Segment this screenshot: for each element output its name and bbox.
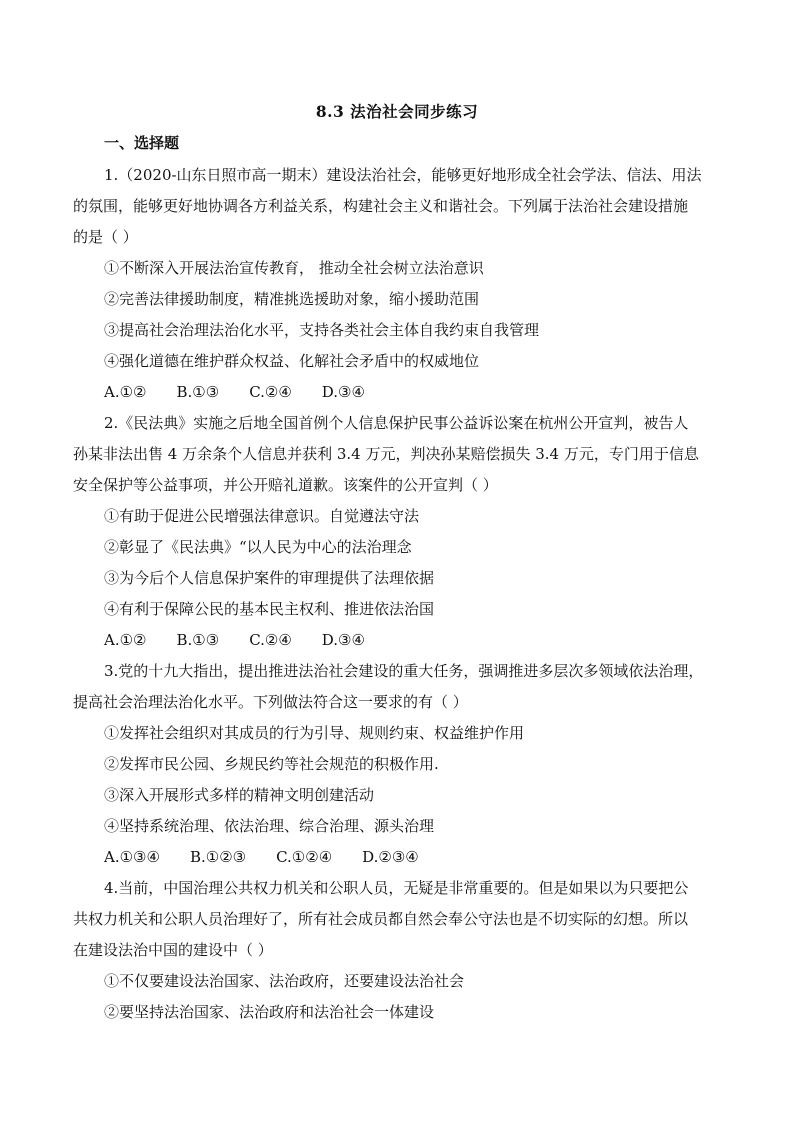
question-4-line-1: 4.当前，中国治理公共权力机关和公职人员，无疑是非常重要的。但是如果以为只要把公 bbox=[104, 879, 689, 897]
choice-d: D.③④ bbox=[321, 631, 365, 649]
choice-d: D.②③④ bbox=[362, 848, 419, 866]
choice-d: D.③④ bbox=[321, 383, 365, 401]
question-2-line-1: 2.《民法典》实施之后地全国首例个人信息保护民事公益诉讼案在杭州公开宣判，被告人 bbox=[104, 414, 689, 432]
question-1-option-1: ①不断深入开展法治宣传教育， 推动全社会树立法治意识 bbox=[104, 259, 484, 277]
question-2-option-1: ①有助于促进公民增强法律意识。自觉遵法守法 bbox=[104, 507, 420, 525]
choice-c: C.②④ bbox=[249, 631, 292, 649]
question-4-option-2: ②要坚持法治国家、法治政府和法治社会一体建设 bbox=[104, 1003, 435, 1021]
question-2-option-3: ③为今后个人信息保护案件的审理提供了法理依据 bbox=[104, 569, 435, 587]
document-title: 8.3 法治社会同步练习 bbox=[315, 102, 479, 121]
question-2-choices bbox=[104, 630, 395, 650]
question-1-line-2: 的氛围，能够更好地协调各方利益关系，构建社会主义和谐社会。下列属于法治社会建设措施 bbox=[73, 197, 689, 215]
question-1-option-3: ③提高社会治理法治化水平，支持各类社会主体自我约束自我管理 bbox=[104, 321, 540, 339]
question-1-line-1: 1.（2020-山东日照市高一期末）建设法治社会，能够更好地形成全社会学法、信法、用法 bbox=[104, 166, 702, 184]
choice-a: A.①③④ bbox=[104, 848, 160, 866]
choice-b: B.①③ bbox=[176, 631, 220, 649]
question-4-line-3: 在建设法治中国的建设中（ ） bbox=[73, 941, 273, 959]
choice-c: C.①②④ bbox=[276, 848, 333, 866]
choice-a: A.①② bbox=[104, 383, 147, 401]
question-3-option-3: ③深入开展形式多样的精神文明创建活动 bbox=[104, 786, 375, 804]
question-2-option-2: ②彰显了《民法典》“以人民为中心的法治理念 bbox=[104, 538, 412, 556]
choice-b: B.①②③ bbox=[189, 848, 247, 866]
question-1-choices bbox=[104, 382, 395, 402]
question-4-line-2: 共权力机关和公职人员治理好了，所有社会成员都自然会奉公守法也是不切实际的幻想。所以 bbox=[73, 910, 689, 928]
section-heading: 一、选择题 bbox=[104, 134, 180, 152]
question-3-line-1: 3.党的十九大指出，提出推进法治社会建设的重大任务，强调推进多层次多领域依法治理， bbox=[104, 662, 704, 680]
choice-c: C.②④ bbox=[249, 383, 292, 401]
question-1-option-2: ②完善法律援助制度，精准挑选援助对象，缩小援助范围 bbox=[104, 290, 480, 308]
question-2-option-4: ④有利于保障公民的基本民主权利、推进依法治国 bbox=[104, 600, 435, 618]
question-3-option-2: ②发挥市民公园、乡规民约等社会规范的积极作用. bbox=[104, 755, 439, 773]
question-1-option-4: ④强化道德在维护群众权益、化解社会矛盾中的权威地位 bbox=[104, 352, 480, 370]
question-3-option-1: ①发挥社会组织对其成员的行为引导、规则约束、权益维护作用 bbox=[104, 724, 525, 742]
choice-a: A.①② bbox=[104, 631, 147, 649]
question-1-line-3: 的是（ ） bbox=[73, 228, 138, 246]
question-3-choices bbox=[104, 847, 449, 867]
question-2-line-2: 孙某非法出售 4 万余条个人信息并获利 3.4 万元，判决孙某赔偿损失 3.4 万元，专门用于信息 bbox=[73, 445, 699, 463]
question-2-line-3: 安全保护等公益事项，并公开赔礼道歉。该案件的公开宣判（ ） bbox=[73, 476, 498, 494]
question-3-line-2: 提高社会治理法治化水平。下列做法符合这一要求的有（ ） bbox=[73, 693, 468, 711]
question-4-option-1: ①不仅要建设法治国家、法治政府，还要建设法治社会 bbox=[104, 972, 465, 990]
question-3-option-4: ④坚持系统治理、依法治理、综合治理、源头治理 bbox=[104, 817, 435, 835]
choice-b: B.①③ bbox=[176, 383, 220, 401]
